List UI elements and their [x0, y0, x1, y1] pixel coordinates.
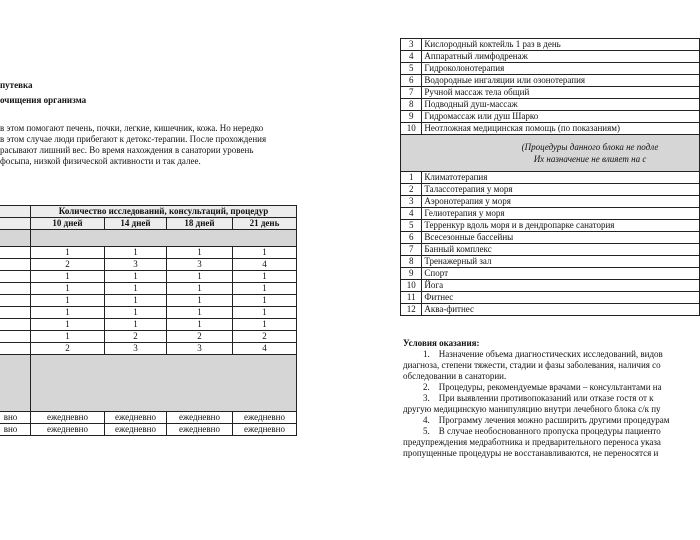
table-row: 5 Гидроколонотерапия	[401, 63, 700, 75]
table-row: 2 3 3 4	[0, 259, 297, 271]
table-row: 1 Климатотерапия	[401, 172, 700, 184]
condition-item: 2. Процедуры, рекомендуемые врачами – консультантами на	[423, 382, 662, 392]
table-row: 3 Аэронотерапия у моря	[401, 196, 700, 208]
table-row: 1 1 1 1	[0, 319, 297, 331]
table-main-header: Количество исследований, консультаций, процедур	[31, 206, 297, 218]
table-row: 3 Кислородный коктейль 1 раз в день	[401, 39, 700, 51]
day-header: 21 день	[233, 218, 297, 230]
condition-item: 5. В случае необоснованного пропуска процедуры пациенто	[423, 426, 661, 436]
table-row: 1 1 1 1	[0, 271, 297, 283]
table-row: 1 1 1 1	[0, 247, 297, 259]
condition-line: другую медицинскую манипуляцию внутри лечебного блока с/к пу	[403, 404, 661, 414]
table-row: 4 Гелиотерапия у моря	[401, 208, 700, 220]
table-row: 10 Неотложная медицинская помощь (по показаниям)	[401, 123, 700, 135]
table-row: 7 Банный комплекс	[401, 244, 700, 256]
right-page	[395, 0, 700, 540]
day-header: 10 дней	[31, 218, 105, 230]
table-row: 8 Подводный душ-массаж	[401, 99, 700, 111]
left-paragraph-line: в этом помогают печень, почки, легкие, кишечник, кожа. Но нередко	[0, 123, 264, 133]
table-row: 6 Водородные ингаляции или озонотерапия	[401, 75, 700, 87]
table-row: 7 Ручной массаж тела общий	[401, 87, 700, 99]
table-row: 9 Гидромассаж или душ Шарко	[401, 111, 700, 123]
table-note-row	[401, 135, 700, 172]
day-header: 14 дней	[105, 218, 167, 230]
conditions-title: Условия оказания:	[403, 338, 480, 348]
table-row: 9 Спорт	[401, 268, 700, 280]
table-row: 1 1 1 1	[0, 307, 297, 319]
table-row: 2 Талассотерапия у моря	[401, 184, 700, 196]
procedures-count-table	[0, 205, 297, 436]
condition-line: пропущенные процедуры не восстанавливаются, не переносятся и	[403, 448, 659, 458]
table-row: вно ежедневно ежедневно ежедневно ежедневно	[0, 412, 297, 424]
day-header: 18 дней	[167, 218, 233, 230]
table-row: 1 2 2 2	[0, 331, 297, 343]
left-page	[0, 0, 335, 540]
table-row: 4 Аппаратный лимфодренаж	[401, 51, 700, 63]
note-line: Их назначение не влияет на с	[533, 154, 647, 164]
table-row: 11 Фитнес	[401, 292, 700, 304]
condition-line: диагноза, степени тяжести, стадии и фазы заболевания, наличия со	[403, 360, 661, 370]
condition-line: предупреждения медработника и предварительного переноса указа	[403, 437, 661, 447]
table-row: 1 1 1 1	[0, 283, 297, 295]
table-row: 1 1 1 1	[0, 295, 297, 307]
table-row: 8 Тренажерный зал	[401, 256, 700, 268]
condition-item: 3. При выявлении противопоказаний или отказе гостя от к	[423, 393, 654, 403]
left-heading-2: очищения организма	[0, 95, 87, 105]
table-row: 5 Терренкур вдоль моря и в дендропарке санатория	[401, 220, 700, 232]
left-paragraph-line: расывают лишний вес. Во время нахождения в санатории уровень	[0, 145, 254, 155]
condition-item: 1. Назначение объема диагностических исследований, видов	[423, 349, 663, 359]
left-paragraph-line: в этом случае люди прибегают к детокс-терапии. После прохождения	[0, 134, 267, 144]
condition-item: 4. Программу лечения можно расширить другими процедурам	[423, 415, 670, 425]
left-paragraph-line: фосыпа, низкой физической активности и так далее.	[0, 156, 201, 166]
procedures-list-table	[400, 38, 700, 316]
table-row: вно ежедневно ежедневно ежедневно ежедневно	[0, 424, 297, 436]
table-row: 10 Йога	[401, 280, 700, 292]
table-row: 6 Всесезонные бассейны	[401, 232, 700, 244]
table-row: 2 3 3 4	[0, 343, 297, 355]
note-line: (Процедуры данного блока не подле	[521, 142, 659, 152]
condition-line: обследовании в санатории.	[403, 371, 507, 381]
left-heading-1: путевка	[0, 80, 33, 90]
table-row: 12 Аква-фитнес	[401, 304, 700, 316]
